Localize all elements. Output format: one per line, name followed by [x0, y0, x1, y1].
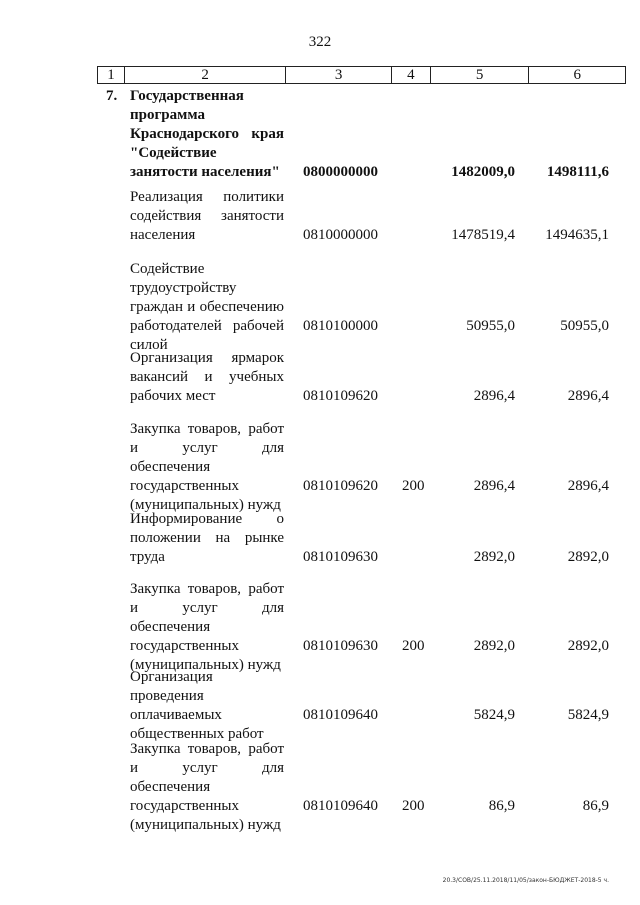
row-value-col6: 1494635,1: [545, 227, 609, 243]
row-name: Информирование о положении на рынке труда: [130, 511, 284, 565]
row-code: 0810109640: [303, 707, 378, 723]
row-vr: 200: [402, 478, 425, 494]
row-name: Реализация политики содействия занятости населения: [130, 189, 284, 243]
header-col-2: 2: [125, 67, 286, 83]
row-name: Закупка товаров, работ и услуг для обеспечения государственных (муниципальных) нужд: [130, 741, 284, 833]
row-code: 0810000000: [303, 227, 378, 243]
row-code: 0800000000: [303, 164, 378, 180]
row-name: Содействие трудоустройству граждан и обеспечению работодателей рабочей силой: [130, 261, 284, 353]
document-footer: 20.3/СОВ/25.11.2018/11/05/закон-БЮДЖЕТ-2018-5 ч.: [442, 877, 609, 884]
row-value-col6: 2896,4: [567, 388, 609, 404]
row-value-col6: 2892,0: [567, 638, 609, 654]
row-value-col5: 1478519,4: [451, 227, 515, 243]
row-value-col5: 86,9: [488, 798, 515, 814]
row-code: 0810109620: [303, 478, 378, 494]
row-value-col6: 1498111,6: [546, 164, 609, 180]
row-value-col5: 5824,9: [473, 707, 515, 723]
row-vr: 200: [402, 798, 425, 814]
row-name: Закупка товаров, работ и услуг для обеспечения государственных (муниципальных) нужд: [130, 581, 284, 673]
header-col-6: 6: [573, 67, 581, 83]
page-number: 322: [308, 34, 332, 50]
row-code: 0810109630: [303, 549, 378, 565]
row-value-col5: 50955,0: [466, 318, 515, 334]
row-value-col6: 86,9: [582, 798, 609, 814]
row-value-col6: 50955,0: [560, 318, 609, 334]
row-name: Закупка товаров, работ и услуг для обеспечения государственных (муниципальных) нужд: [130, 421, 284, 513]
row-code: 0810100000: [303, 318, 378, 334]
row-value-col5: 2896,4: [473, 478, 515, 494]
row-value-col6: 5824,9: [567, 707, 609, 723]
row-name: Организация ярмарок вакансий и учебных рабочих мест: [130, 350, 284, 404]
row-name: Государственная программа Краснодарского края "Содействие занятости населения": [130, 88, 284, 180]
header-col-4: 4: [392, 67, 431, 83]
header-col-1: 1: [98, 67, 125, 83]
row-code: 0810109630: [303, 638, 378, 654]
table-header: [97, 66, 626, 84]
row-value-col5: 2896,4: [473, 388, 515, 404]
row-value-col6: 2896,4: [567, 478, 609, 494]
header-col-5: 5: [431, 67, 530, 83]
row-code: 0810109620: [303, 388, 378, 404]
row-value-col5: 2892,0: [473, 638, 515, 654]
row-code: 0810109640: [303, 798, 378, 814]
row-value-col5: 2892,0: [473, 549, 515, 565]
row-value-col6: 2892,0: [567, 549, 609, 565]
row-name: Организация проведения оплачиваемых общественных работ: [130, 669, 264, 742]
row-value-col5: 1482009,0: [451, 164, 515, 180]
row-vr: 200: [402, 638, 425, 654]
row-number: 7.: [106, 88, 118, 104]
header-col-3: 3: [286, 67, 392, 83]
